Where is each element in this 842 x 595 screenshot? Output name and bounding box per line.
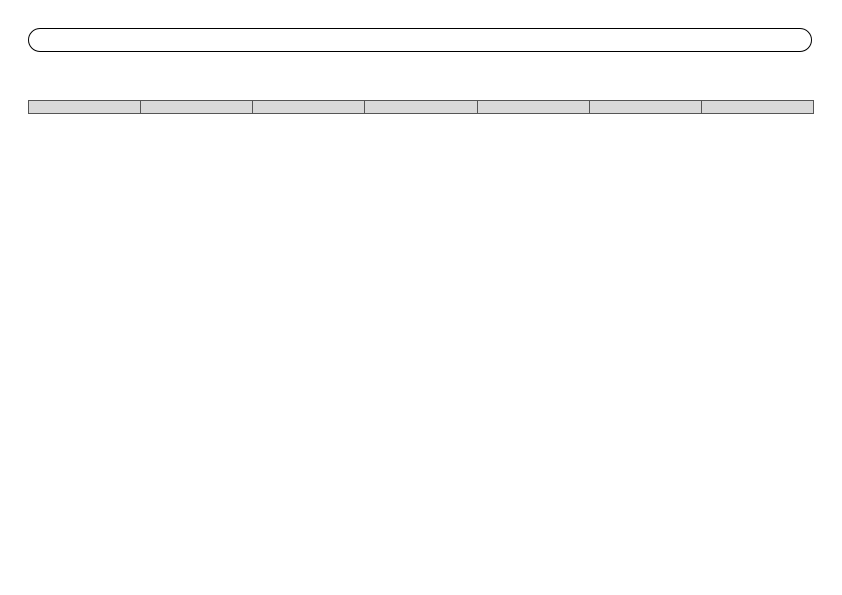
weekday-wednesday [365,101,477,114]
weekday-tuesday [253,101,365,114]
weekday-saturday [701,101,813,114]
schedule-calendar [28,100,814,114]
weekday-monday [141,101,253,114]
page-title [28,28,812,52]
weekday-sunday [29,101,141,114]
weekday-thursday [477,101,589,114]
weekday-friday [589,101,701,114]
weekday-header-row [29,101,814,114]
